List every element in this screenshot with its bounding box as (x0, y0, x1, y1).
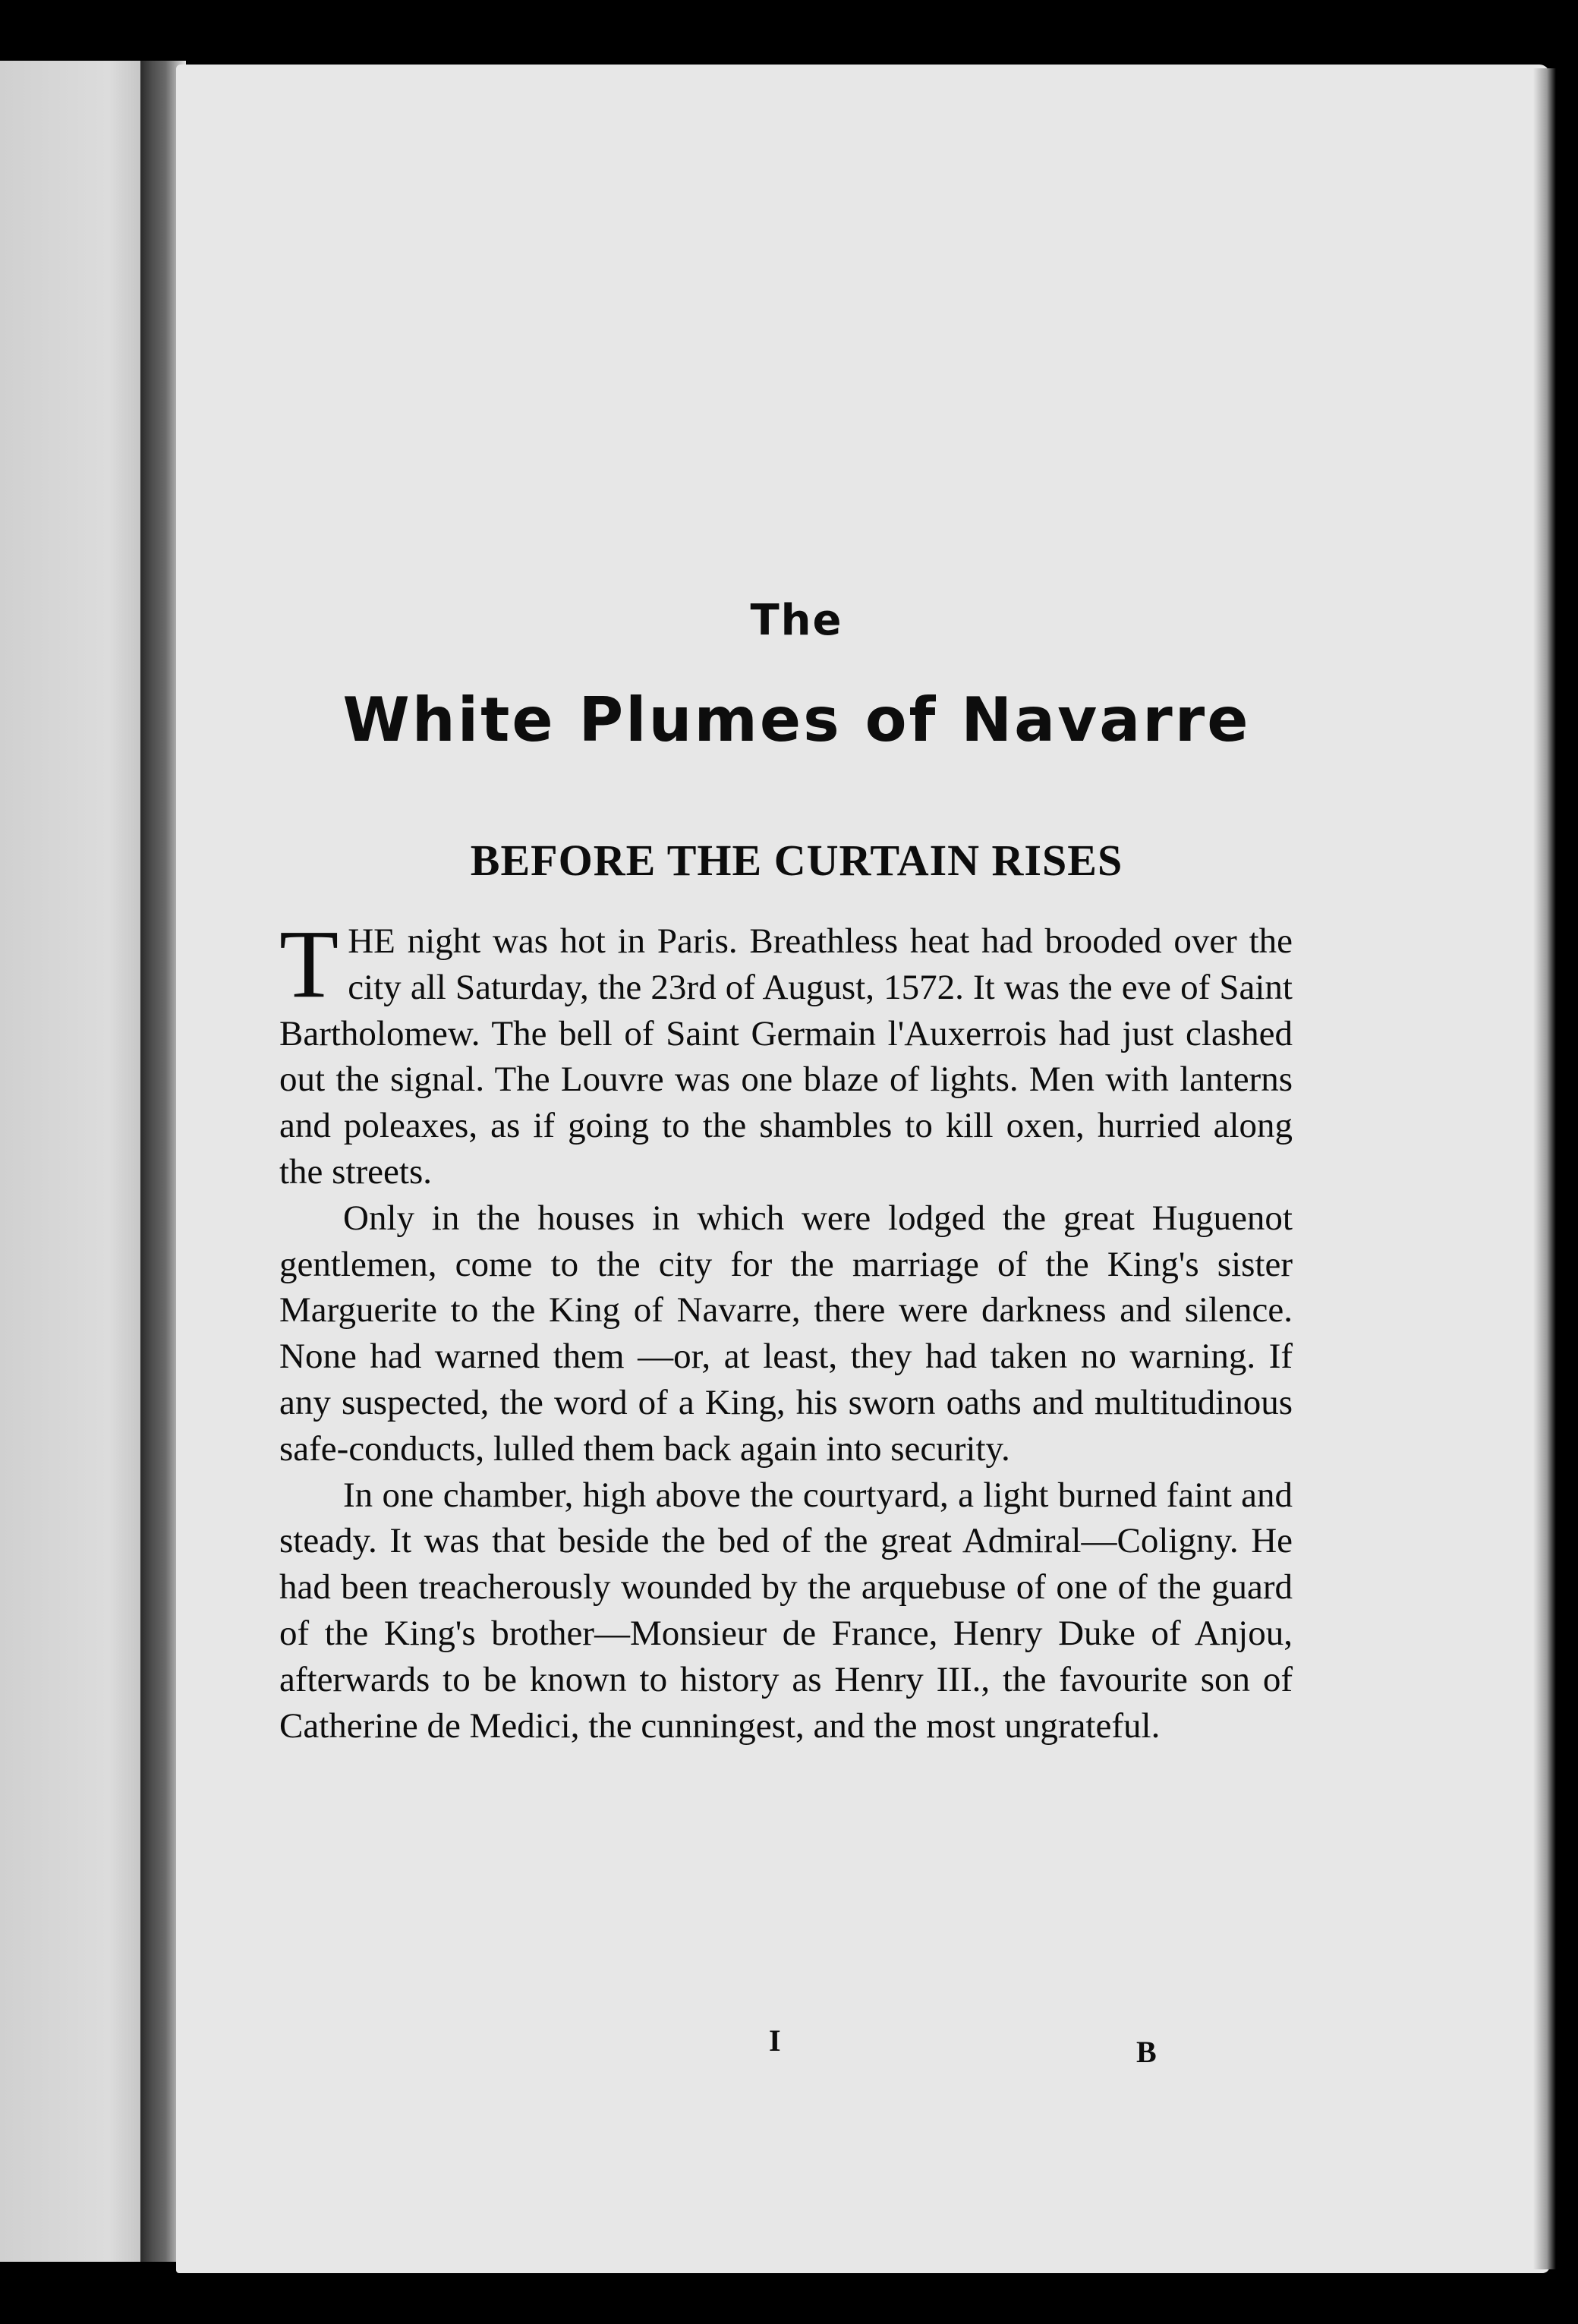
facing-page-edge (0, 61, 156, 2262)
page-number: I (769, 2023, 781, 2058)
body-text (279, 910, 1293, 1749)
regnal-number: III. (936, 1659, 981, 1699)
paragraph-1-text: HE night was hot in Paris. Breathless heat had brooded over the city all Saturday, the 23rd of August, 1572. It was the eve of Saint Bartholomew. The bell of Saint Germain l'Auxerrois had just clashed out the signal. The Louvre was one blaze of lights. Men with lanterns and poleaxes, as if going to the shambles to kill oxen, hurried along the streets. (279, 921, 1293, 1192)
paragraph-2: Only in the houses in which were lodged the great Huguenot gentlemen, come to the city for the marriage of the King's sister Marguerite to the King of Navarre, there were darkness and silence. None had warned them —or, at least, they had taken no warning. If any suspected, the word of a King, his sworn oaths and multitudinous safe-conducts, lulled them back again into security. (279, 1198, 1293, 1469)
page-edge-shadow (1533, 68, 1556, 2269)
signature-mark: B (1136, 2035, 1157, 2069)
paragraph-3 (279, 1472, 1293, 1749)
paragraph-3-text-a: In one chamber, high above the courtyard, a light burned faint and steady. It was that beside the bed of the great Admiral—Coligny. He had been treacherously wounded by the arquebuse of one of the guard of the King's brother—Monsieur de France, Henry Duke of Anjou, afterwards to be known to history as Henry (279, 1475, 1293, 1699)
chapter-heading: BEFORE THE CURTAIN RISES (470, 836, 1123, 885)
drop-cap: T (279, 910, 339, 1018)
title-prefix: The (750, 596, 843, 645)
paragraph-3-text-b: , the favourite son of Catherine de Medici, the cunningest, and the most ungrateful. (279, 1659, 1293, 1746)
book-title: White Plumes of Navarre (342, 685, 1251, 755)
paragraph-1 (279, 910, 1293, 1195)
